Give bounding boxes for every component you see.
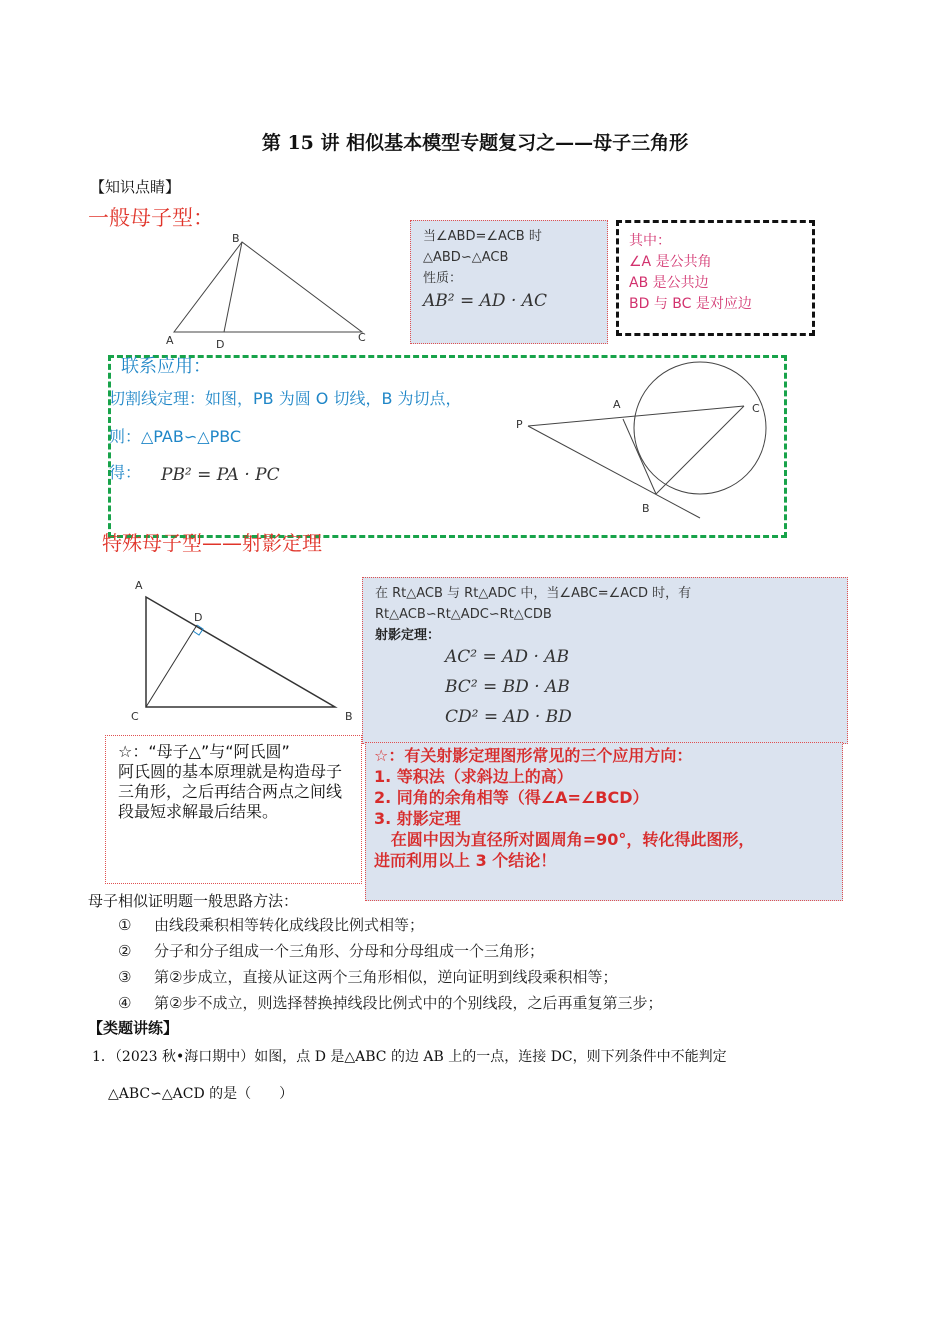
secant-line-pc: [528, 406, 744, 426]
section-label-knowledge: 【知识点睛】: [90, 178, 181, 196]
common-angle-note: ∠A 是公共角: [629, 254, 712, 270]
altitude-cd: [146, 625, 197, 707]
apollonius-box: [105, 735, 362, 884]
method-step: ④ 第②步不成立，则选择替换掉线段比例式中的个别线段，之后再重复第三步；: [118, 994, 663, 1012]
method-step: ① 由线段乘积相等转化成线段比例式相等；: [118, 916, 425, 934]
tangent-line-pb: [528, 426, 700, 518]
question-1-line-2: △ABC∽△ACD 的是（ ）: [108, 1086, 294, 1102]
label-d: D: [194, 611, 203, 624]
label-a: A: [613, 398, 621, 411]
tangent-secant-formula: PB² = PA · PC: [161, 465, 280, 485]
method-steps-list: [118, 914, 898, 1018]
application-3: 3. 射影定理: [374, 809, 461, 828]
label-c: C: [131, 710, 139, 723]
general-heading: 一般母子型：: [88, 206, 214, 230]
property-formula: AB² = AD · AC: [423, 291, 548, 311]
similar-chain: Rt△ACB∽Rt△ADC∽Rt△CDB: [375, 607, 552, 622]
apollonius-body: 阿氏圆的基本原理就是构造母子三角形，之后再结合两点之间线段最短求解最后结果。: [118, 762, 343, 821]
segment-bd: [224, 242, 242, 332]
similar-statement: △ABD∽△ACB: [423, 250, 509, 265]
circle-o: [634, 362, 766, 494]
label-a: A: [135, 579, 143, 592]
label-b: B: [642, 502, 650, 515]
result-label: 得：: [109, 463, 142, 482]
similar-triangles-statement: 则：△PAB∽△PBC: [109, 427, 242, 446]
page-title: 第 15 讲 相似基本模型专题复习之——母子三角形: [261, 132, 689, 154]
application-2: 2. 同角的余角相等（得∠A=∠BCD）: [374, 788, 649, 807]
condition-line: 在 Rt△ACB 与 Rt△ADC 中，当∠ABC=∠ACD 时，有: [375, 586, 692, 601]
formula-ac: AC² = AD · AB: [445, 647, 570, 667]
property-label: 性质：: [423, 271, 463, 286]
label-c: C: [752, 402, 760, 415]
notes-box: [616, 220, 815, 336]
notes-label: 其中：: [629, 233, 671, 249]
condition-line: 当∠ABD=∠ACB 时: [423, 229, 542, 244]
application-conclusion: 进而利用以上 3 个结论！: [374, 851, 557, 870]
special-heading: 特殊母子型——射影定理: [102, 531, 322, 555]
chord-cb: [656, 406, 744, 494]
applications-box: [365, 742, 843, 901]
label-b: B: [232, 232, 240, 245]
triangle-figure-1: [160, 228, 380, 353]
label-d: D: [216, 338, 225, 351]
common-side-note: AB 是公共边: [629, 275, 709, 291]
method-step: ③ 第②步成立，直接从证这两个三角形相似，逆向证明到线段乘积相等；: [118, 968, 618, 986]
section-label-practice: 【类题讲练】: [88, 1019, 179, 1037]
circle-tangent-figure: [510, 360, 770, 520]
label-a: A: [166, 334, 174, 347]
application-heading: 联系应用：: [121, 356, 211, 377]
tangent-secant-theorem: 切割线定理：如图，PB 为圆 O 切线，B 为切点，: [109, 389, 462, 408]
apollonius-heading: ☆：“母子△”与“阿氏圆”: [118, 742, 290, 761]
similarity-condition-box: [410, 220, 608, 344]
applications-heading: ☆：有关射影定理图形常见的三个应用方向：: [374, 746, 693, 765]
projection-theorem-label: 射影定理：: [375, 628, 441, 643]
triangle-acb-shape: [146, 597, 335, 707]
method-step: ② 分子和分子组成一个三角形、分母和分母组成一个三角形；: [118, 942, 545, 960]
formula-bc: BC² = BD · AB: [445, 677, 570, 697]
chord-ab: [623, 419, 656, 494]
question-1-line-1: 1．（2023 秋•海口期中）如图，点 D 是△ABC 的边 AB 上的一点，连接 DC，则下列条件中不能判定: [92, 1049, 727, 1065]
corresponding-sides-note: BD 与 BC 是对应边: [629, 296, 752, 312]
method-heading: 母子相似证明题一般思路方法：: [88, 892, 299, 910]
application-3-detail: 在圆中因为直径所对圆周角=90°，转化得此图形，: [374, 830, 755, 849]
formula-cd: CD² = AD · BD: [445, 707, 572, 727]
projection-theorem-box: [362, 577, 848, 744]
label-p: P: [516, 418, 523, 431]
application-1: 1. 等积法（求斜边上的高）: [374, 767, 573, 786]
right-triangle-figure: [125, 575, 365, 725]
label-c: C: [358, 331, 366, 344]
label-b: B: [345, 710, 353, 723]
triangle-abc-shape: [174, 242, 362, 332]
